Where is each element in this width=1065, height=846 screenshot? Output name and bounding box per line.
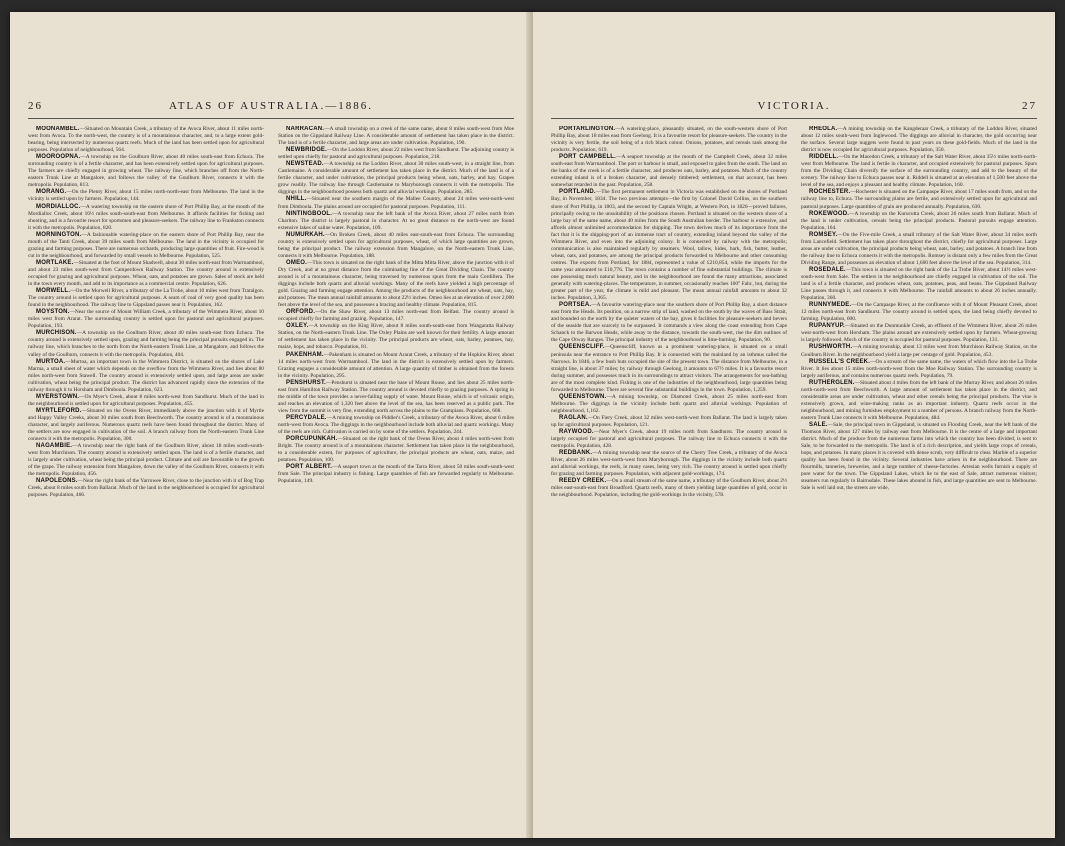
- right-running-title: VICTORIA.: [757, 100, 831, 112]
- entry-description: —Situated on the Dunmunkle Creek, an effluent of the Wimmera River, about 26 miles west-north-west from Horsham. The plains around are extensively settled upon by farmers. Wheat-growing is largely followed. Much of the country is occupied for pastoral purposes. Population, 131.: [801, 323, 1037, 344]
- entry-place-name: PORTLAND.: [559, 189, 596, 196]
- entry-place-name: REDBANK.: [559, 450, 593, 457]
- entry-place-name: ORFORD.: [286, 309, 316, 316]
- entry-place-name: OMEO.: [286, 259, 308, 266]
- gazetteer-entry: [28, 443, 264, 478]
- gazetteer-entry: [801, 344, 1037, 358]
- entry-place-name: MORDIALLOC.: [36, 203, 81, 210]
- left-header-rule: [28, 118, 514, 119]
- entry-place-name: RUPANYUP.: [809, 323, 845, 330]
- entry-place-name: NHILL.: [286, 196, 307, 203]
- gazetteer-entry: [551, 394, 787, 415]
- right-page-column-2: [801, 126, 1037, 818]
- gazetteer-entry: [278, 436, 514, 464]
- entry-description: —On the Plenty River, about 15 miles north-north-east from Melbourne. The land in the vicinity is settled upon by farmers. Population, 144.: [28, 189, 264, 203]
- entry-place-name: PENSHURST.: [286, 379, 327, 386]
- entry-description: —On the Loddon River, about 22 miles west from Sandhurst. The adjoining country is settled upon chiefly for pastoral and agricultural purposes. Population, 218.: [278, 147, 514, 161]
- entry-description: —A mining township on Piddler's Creek, a tributary of the Avoca River, about 6 miles north-west from Avoca. The diggings in the neighbourhood include both alluvial and quartz workings. Many of the reefs are rich. Cultivation is carried on by some of the settlers. Population, 244.: [278, 414, 514, 436]
- left-page-column-2: [278, 126, 514, 818]
- gazetteer-entry: [278, 260, 514, 309]
- entry-description: —A township on the King River, about 8 miles south-south-east from Wangaratta Railway Station, on the North-eastern Trunk Line. The Oxley Plains are well known for their fertility. A large amount of settlement has taken place in the vicinity. The principal products are wheat, oats, barley, potatoes, hay, maize, hops, and tobacco. Population, 81.: [278, 323, 514, 351]
- entry-description: —On Myer's Creek, about 8 miles north-west from Sandhurst. Much of the land in the neighbourhood is settled upon for agricultural purposes. Population, 455.: [28, 393, 264, 407]
- entry-description: —Penshurst is situated near the base of Mount Rouse, and lies about 25 miles north-east from Hamilton Railway Station. The country around is devoted chiefly to grazing purposes. A spring in the middle of the town provides a never-failing supply of water. Mount Rouse, which is of volcanic origin, and reaches an elevation of 1,320 feet above the level of the sea, has been reserved as a public park. The view from the summit is very fine, extending north across the plains to the Grampians. Population, 608.: [278, 379, 514, 414]
- entry-description: —This town is situated on the right bank of the Mitta Mitta River, above the junction with it of Dry Creek, and at no great distance from the culminating line of the Great Dividing Chain. The country around is of a mountainous character, being traversed by numerous spurs from the main Cordillera. The diggings include both quartz and alluvial workings. Many of the reefs have yielded a high percentage of gold. Grazing and farming engage attention. Among the products of the neighbourhood are wheat, oats, hay, and potatoes. The mean annual rainfall amounts to about 22½ inches. Omeo lies at an elevation of over 2,000 feet above the level of the sea, and possesses a bracing and healthy climate. Population, 815.: [278, 259, 514, 309]
- entry-description: —A small township on a creek of the same name, about 8 miles south-west from Moe Station on the Gippsland Railway Line. A considerable amount of settlement has taken place in the district. The land is of a fertile character, and large areas are under cultivation. Population, 190.: [278, 126, 514, 147]
- entry-place-name: MORWELL.: [36, 288, 71, 295]
- entry-description: —On Fiery Creek, about 32 miles west-north-west from Ballarat. The land is largely taken up for agricultural purposes. Population, 121.: [551, 414, 787, 428]
- gazetteer-entry: [28, 189, 264, 203]
- entry-description: —The first permanent settlement in Victoria was established on the shores of Portland Bay, in November, 1834. The two previous attempts—the first by Colonel David Collins, on the southern shore of Port Phillip, in 1803, and the second by Captain Wright, at Western Port, in 1826—proved failures, principally owing to the unsuitability of the positions chosen. Portland is situated on the western shore of a large bay of the same name, about 40 miles from the South Australian border. The harbour is extensive, and affords almost unlimited accommodation for shipping. The town derives much of its importance from the fact that it is the shipping-port of an immense tract of country, extending inland beyond the valley of the Wimmera River, and even into the adjoining colony. It is connected by railway with the metropolis; communication is also maintained regularly by steamers. Wool, tallow, hides, bark, fish, butter, leather, wheat, oats, and potatoes, are among the principal products forwarded to Melbourne and other consuming centres. The exports from Portland, for 1884, represented a value of £210,854, while the imports for the same year amounted to £10,776. The town contains a number of fine substantial buildings. The climate is one possessing much natural beauty, and in the neighbourhood are found the many attractions, associated generally with watering-places. The temperature, in summer, occasionally reaches 100° Fahr., but, during the greater part of the year, the climate is mild and pleasant. The mean annual rainfall amounts to about 32 inches. Population, 3,365.: [551, 189, 787, 302]
- entry-description: —Near the right bank of the Yarrowee River, close to the junction with it of Bog Trap Creek, about 8 miles south from Ballarat. Much of the land in the neighbourhood is occupied for agricultural purposes. Population, 466.: [28, 478, 264, 499]
- gazetteer-entry: [28, 260, 264, 288]
- atlas-page-spread: [10, 12, 1055, 838]
- gazetteer-entry: [278, 161, 514, 196]
- gazetteer-entry: [28, 288, 264, 309]
- left-page: [10, 12, 532, 838]
- entry-place-name: ROSEDALE.: [809, 266, 846, 273]
- entry-description: —A mining township, on Diamond Creek, about 25 miles north-east from Melbourne. The diggings in the vicinity include both quartz and alluvial workings. Population of neighbourhood, 1,162.: [551, 393, 787, 414]
- entry-description: —Situated near the southern margin of the Mallee Country, about 24 miles west-north-west from Dimboola. The plains around are occupied for pastoral purposes. Population, 111.: [278, 196, 514, 210]
- gazetteer-entry: [551, 344, 787, 393]
- entry-place-name: RUSHWORTH.: [809, 344, 853, 351]
- gazetteer-entry: [278, 211, 514, 232]
- entry-place-name: RUNNYMEDE.: [809, 302, 852, 309]
- entry-description: —Situated about 4 miles from the left bank of the Murray River, and about 26 miles north-north-west from Beechworth. A large amount of settlement has taken place in the district, and considerable areas are under cultivation, wheat and other cereals being the principal products. The vine is extensively grown, and wine-making ranks as an important industry. Quartz reefs occur in the neighbourhood, and mining furnishes employment to a number of persons. A branch railway from the North-eastern Trunk Line connects it with Melbourne. Population, 484.: [801, 379, 1037, 421]
- entry-place-name: MORTLAKE.: [36, 259, 74, 266]
- entry-place-name: PAKENHAM.: [286, 351, 324, 358]
- right-page-column-1: [551, 126, 787, 818]
- gazetteer-entry: [801, 154, 1037, 189]
- gazetteer-entry: [801, 232, 1037, 267]
- entry-description: —A township near the right bank of the Goulburn River, about 18 miles south-south-west from Murchison. The country around is extensively settled upon. The land is of a fertile character, and is largely under cultivation, wheat being the principal product. Climate and soil are favourable to the growth of the grape. The railway extension from Mangalore, down the valley of the Goulburn River, connects it with the metropolis. Population, 456.: [28, 443, 264, 478]
- gazetteer-entry: [28, 359, 264, 394]
- left-page-number: 26: [28, 100, 43, 112]
- gazetteer-entry: [278, 415, 514, 436]
- gazetteer-entry: [801, 126, 1037, 154]
- gazetteer-entry: [551, 189, 787, 302]
- entry-description: —Situated on the Ovens River, immediately above the junction with it of Myrtle and Happy Valley Creeks, about 30 miles south from Beechworth. The country around is of a mountainous character, and largely auriferous. Numerous quartz reefs have been found throughout the district. Many of the settlers are now engaged in cultivation of the soil. A branch railway from the North-eastern Trunk Line connects it with the metropolis. Population, 300.: [28, 407, 264, 443]
- right-header-rule: [551, 118, 1037, 119]
- entry-place-name: NEWBRIDGE.: [286, 147, 327, 154]
- entry-place-name: MORNINGTON.: [36, 231, 82, 238]
- gazetteer-entry: [28, 478, 264, 499]
- gazetteer-entry: [278, 232, 514, 260]
- entry-place-name: PORT CAMPBELL.: [559, 154, 617, 161]
- entry-place-name: QUEENSCLIFF.: [559, 344, 605, 351]
- entry-place-name: MOOROOPNA.: [36, 154, 81, 161]
- entry-place-name: RUSSELL'S CREEK.: [809, 358, 871, 365]
- entry-place-name: NUMURKAH.: [286, 231, 325, 238]
- entry-description: —On a stream of the same name, the waters of which flow into the La Trobe River. It lies about 15 miles north-north-west from the Moe Railway Station. The surrounding country is largely auriferous, and contains numerous quartz reefs. Population, 79.: [801, 358, 1037, 379]
- gazetteer-entry: [551, 478, 787, 499]
- right-running-head: [551, 100, 1037, 114]
- gazetteer-entry: [801, 211, 1037, 232]
- entry-description: —Pakenham is situated on Mount Ararat Creek, a tributary of the Hopkins River, about 14 miles north-west from Warrnambool. The land in the district is extensively settled upon by farmers. Grazing engages a considerable amount of attention. A large quantity of timber is obtained from the forests in the vicinity. Population, 295.: [278, 351, 514, 379]
- right-page: [533, 12, 1055, 838]
- gazetteer-entry: [551, 450, 787, 478]
- entry-description: —A mining township, about 13 miles west from Murchison Railway Station, on the Goulburn River. In the neighbourhood yield a large per centage of gold. Population, 453.: [801, 344, 1037, 358]
- gazetteer-entry: [801, 267, 1037, 302]
- gazetteer-entry: [801, 302, 1037, 323]
- left-page-column-1: [28, 126, 264, 818]
- entry-description: —Queenscliff, known as a prominent watering-place, is situated on a small peninsula near the entrance to Port Phillip Bay. It is connected with the mainland by an isthmus called the Narrows. In 1846, a few bush huts occupied the site of the present town. The distance from Melbourne, in a straight line, is about 37 miles; by railway through Geelong, it amounts to 67½ miles. It is a favourite resort during summer, and possesses much in its surroundings to attract visitors. The arrangements for sea-bathing are of the most complete kind. Fishing is one of the industries of the neighbourhood, large quantities being forwarded to Melbourne. There are several fine substantial buildings in the town. Population, 1,259.: [551, 344, 787, 393]
- entry-place-name: PERCYDALE.: [286, 414, 327, 421]
- entry-description: —A township on the Loddon River, about 30 miles south-west, in a straight line, from Castlemaine. A considerable amount of settlement has taken place in the district. Much of the land is of a fertile character, and under cultivation, the principal products being wheat, oats, barley, and hay. Grapes grow readily. The railway line through Castlemaine to Maryborough connects it with the metropolis. The diggings in the neighbourhood possess both quartz and alluvial workings. Population, 285.: [278, 161, 514, 196]
- gazetteer-entry: [801, 189, 1037, 210]
- entry-description: —A watering-place, pleasantly situated, on the south-western shore of Port Phillip Bay, about 18 miles east from Geelong. It is a favourite resort for pleasure-seekers. The country in the vicinity is very fertile, the soil being of a rich black colour. Onions, potatoes, and cereals rank among the products. Population, 619.: [551, 126, 787, 154]
- entry-description: —A seaport township at the mouth of the Campbell Creek, about 32 miles south-east from Warrnambool. The port or harbour is small, and exposed to gales from the south. The land on the banks of the creek is of a fertile character, and produces oats, barley, and potatoes. Much of the country extending inland is of a broken character, and densely timbered; settlement, on that account, has been somewhat retarded in the past. Population, 258.: [551, 154, 787, 189]
- gazetteer-entry: [278, 126, 514, 147]
- entry-place-name: QUEENSTOWN.: [559, 393, 607, 400]
- entry-place-name: RUTHERGLEN.: [809, 379, 855, 386]
- gazetteer-entry: [28, 154, 264, 189]
- entry-description: —A township on the Goulburn River, about 40 miles south-east from Echuca. The surrounding country is of a fertile character, and has been extensively settled upon for agricultural purposes. The farmers are chiefly engaged in growing wheat. The railway line, which branches off from the North-eastern Trunk Line at Mangalore, and follows the valley of the Goulburn River, connects it with the metropolis. Population, 813.: [28, 154, 264, 189]
- entry-place-name: MURCHISON.: [36, 330, 77, 337]
- entry-place-name: NAPOLEONS.: [36, 478, 78, 485]
- entry-place-name: ROKEWOOD.: [809, 210, 850, 217]
- entry-description: —A fashionable watering-place on the eastern shore of Port Phillip Bay, near the mouth of the Tanti Creek, about 39 miles south from Melbourne. The land in the vicinity is occupied for grazing and farming purposes. There are numerous orchards, producing large quantities of fruit. Fire-wood is cut in the neighbourhood, and forwarded by small vessels to Melbourne. Population, 525.: [28, 231, 264, 259]
- entry-description: —A favourite watering-place near the southern shore of Port Phillip Bay, a short distance east from the Heads. Its position, on a narrow strip of land, washed on the south by the waves of Bass Strait, and bounded on the north by the quieter waters of the bay, gives it facilities for pleasure-seekers and bevers of the seaside that are scarcely to be surpassed. It commands a view along the coast extending from Cape Schanck to the Barwon Heads, while away to the distance, towards the south-west, rise the dim outlines of the Cape Otway Ranges. The principal industry of the neighbourhood is lime-burning. Population, 90.: [551, 302, 787, 344]
- entry-description: —On a small stream of the same name, a tributary of the Goulburn River, about 2½ miles east-south-east from Broadford. Quartz reefs, many of them yielding large quantities of gold, occur in the neighbourhood. Population, including the gold-workings in the vicinity, 578.: [551, 478, 787, 499]
- entry-place-name: SALE.: [809, 421, 828, 428]
- entry-place-name: OXLEY.: [286, 323, 309, 330]
- entry-place-name: RIDDELL.: [809, 154, 839, 161]
- entry-description: —On the Macedon Creek, a tributary of the Salt Water River, about 35½ miles north-north-west from Melbourne. The land is fertile in character, and occupied extensively for pastoral purposes. Spurs from the Dividing Chain diversify the surface of the surrounding country, and add to the beauty of the scenery. The railway line to Echuca passes near it. Riddell is situated at an elevation of 1,500 feet above the level of the sea, and enjoys a pleasant and healthy climate. Population, 160.: [801, 154, 1037, 189]
- entry-place-name: ROMSEY.: [809, 231, 838, 238]
- gazetteer-entry: [278, 147, 514, 161]
- entry-description: —On the Campaspe River, at the confluence with it of Mount Pleasant Creek, about 12 miles north-east from Sandhurst. The country around is settled upon, the land being chiefly devoted to farming. Population, 600.: [801, 302, 1037, 323]
- right-page-number: 27: [1022, 100, 1037, 112]
- gazetteer-entry: [801, 422, 1037, 492]
- entry-description: —A mining township on the Kangderaar Creek, a tributary of the Loddon River, situated about 12 miles south-west from Inglewood. The diggings are alluvial in character, the gold occurring near the surface. Several large nuggets were found in past years on these gold-fields. Much of the land in the district is now occupied for agricultural purposes. Population, 350.: [801, 126, 1037, 154]
- gazetteer-entry: [801, 359, 1037, 380]
- entry-description: —On the Shaw River, about 13 miles north-east from Belfast. The country around is occupied chiefly for farming and grazing. Population, 147.: [278, 309, 514, 323]
- entry-description: —On the Five-mile Creek, a small tributary of the Salt Water River, about 34 miles north from Lancefield. Settlement has taken place throughout the district, chiefly for agricultural purposes. Large areas are under cultivation, the principal products being wheat, oats, barley, and potatoes. A branch line from the railway line to Echuca connects it with the metropolis. Romsey is distant only a few miles from the Great Dividing Range, and possesses an elevation of about 1,600 feet above the level of the sea. Population, 314.: [801, 231, 1037, 266]
- entry-place-name: PORCUPUNKAH.: [286, 436, 338, 443]
- gazetteer-entry: [278, 309, 514, 323]
- gazetteer-entry: [28, 309, 264, 330]
- entry-place-name: PORTSEA.: [559, 302, 592, 309]
- gazetteer-entry: [278, 380, 514, 415]
- entry-description: —Rochester is situated on the Campaspe River, about 17 miles south from, and on the railway line to, Echuca. The surrounding plains are fertile, and extensively settled upon for agricultural and pastoral purposes. Large quantities of grain are produced annually. Population, 630.: [801, 189, 1037, 210]
- entry-place-name: MURTOA.: [36, 358, 66, 365]
- entry-description: —Near Myer's Creek, about 19 miles north from Sandhurst. The country around is largely occupied for pastoral and agricultural purposes. The railway line to Echuca connects it with the metropolis. Population, 428.: [551, 429, 787, 450]
- entry-place-name: ROCHESTER.: [809, 189, 851, 196]
- entry-description: —This town is situated on the right bank of the La Trobe River, about 14½ miles west-south-west from Sale. The settlers in the neighbourhood are chiefly engaged in cultivation of the soil. The land is of a fertile character, and produces wheat, oats, potatoes, peas, and beans. The Gippsland Railway Line passes through it, and connects it with Melbourne. The rainfall amounts to about 26 inches annually. Population, 360.: [801, 266, 1037, 302]
- entry-description: —Sale, the principal town in Gippsland, is situated on Flooding Creek, near the left bank of the Thomson River, about 127 miles by railway east from Melbourne. It is the centre of a large and important district. Much of the produce from the numerous farms into which the country has been divided, is sent to Sale, to be forwarded to the metropolis. The land is of a rich description, and yields large crops of cereals, hops, and potatoes. In many places it is covered with dense scrub, very difficult to clear. Marble of a superior quality has been found in the vicinity. Several industries have arisen in the neighbourhood. There are flourmills, tanneries, breweries, and a large number of cheese-factories. Artesian wells furnish a supply of pure water for the town. The Gippsland Lakes, which lie to the east of Sale, attract numerous visitors; steamers run regularly to Bairnsdale. These lakes abound in fish, and large quantities are sent to Melbourne. Sale is well laid out, the streets are wide,: [801, 421, 1037, 492]
- entry-description: —Near the source of Mount William Creek, a tributary of the Wimmera River, about 10 miles west from Ararat. The surrounding country is settled upon for pastoral and agricultural purposes. Population, 193.: [28, 309, 264, 330]
- entry-description: —A township near the left bank of the Avoca River, about 27 miles north from Charlton. The district is largely pastoral in character. At no great distance to the north-west are found extensive lakes of saline water. Population, 109.: [278, 210, 514, 231]
- entry-place-name: MOYSTON.: [36, 309, 70, 316]
- entry-description: —A township on the Goulburn River, about 40 miles south-east from Echuca. The country around is extensively settled upon, grazing and farming being the principal pursuits engaged in. The railway line, which branches to the north from the North-eastern Trunk Line, at Mangalore, and follows the valley of the Goulburn, connects it with the metropolis. Population, 404.: [28, 330, 264, 358]
- entry-place-name: MYRTLEFORD.: [36, 407, 82, 414]
- entry-place-name: NARRACAN.: [286, 126, 325, 132]
- left-running-head: [28, 100, 514, 114]
- entry-description: —A seaport town at the mouth of the Tarra River, about 50 miles south-south-west from Sale. The principal industry is fishing. Large quantities of fish are forwarded regularly to Melbourne. Population, 149.: [278, 464, 514, 485]
- entry-place-name: REEDY CREEK.: [559, 478, 607, 485]
- gazetteer-entry: [801, 380, 1037, 422]
- gazetteer-entry: [28, 232, 264, 260]
- entry-place-name: RHEOLA.: [809, 126, 838, 132]
- entry-description: —A mining township near the source of the Cherry Tree Creek, a tributary of the Avoca River, about 26 miles west-north-west from Maryborough. The diggings in the vicinity include both quartz and alluvial workings, the reefs, in many cases, being very rich. The country around is settled upon chiefly for grazing and farming purposes. Population, with adjacent gold-workings, 174.: [551, 450, 787, 478]
- gazetteer-entry: [551, 415, 787, 429]
- entry-description: —Situated at the foot of Mount Shadwell, about 30 miles north-east from Warrnambool, and about 23 miles south-west from Camperdown Railway Station. The country around is extensively occupied for grazing and agricultural purposes. Wheat, oats, and potatoes are grown. Sales of stock are held in the town every month, and add to its importance as a commercial centre. Population, 626.: [28, 259, 264, 288]
- left-running-title: ATLAS OF AUSTRALIA.—1886.: [168, 100, 373, 112]
- left-columns: [28, 126, 514, 818]
- entry-place-name: MYERSTOWN.: [36, 393, 80, 400]
- gazetteer-entry: [28, 330, 264, 358]
- entry-place-name: NEWSTEAD.: [286, 161, 324, 168]
- entry-place-name: RAYWOOD.: [559, 429, 594, 436]
- entry-description: —A township on the Kurucutta Creek, about 26 miles south from Ballarat. Much of the land is under cultivation, cereals being the principal products. Pastoral pursuits engage attention. Population, 164.: [801, 210, 1037, 231]
- right-columns: [551, 126, 1037, 818]
- gazetteer-entry: [551, 126, 787, 154]
- gazetteer-entry: [278, 464, 514, 485]
- entry-description: —Situated on the right bank of the Ovens River, about 4 miles north-west from Bright. The country around is of a mountainous character. Settlement has taken place in the neighbourhood, to a considerable extent, for purposes of agriculture, the principal products are wheat, oats, maize, and potatoes. Population, 100.: [278, 436, 514, 464]
- gazetteer-entry: [278, 196, 514, 210]
- entry-place-name: PORT ALBERT.: [286, 464, 333, 471]
- gazetteer-entry: [551, 429, 787, 450]
- entry-place-name: PORTARLINGTON.: [559, 126, 616, 132]
- gazetteer-entry: [801, 323, 1037, 344]
- gazetteer-entry: [28, 204, 264, 232]
- entry-description: —On the Morwell River, a tributary of the La Trobe, about 10 miles west from Traralgon. The country around is settled upon for agricultural purposes. A seam of coal of very good quality has been found in the neighbourhood. The railway line to Gippsland passes near it. Population, 162.: [28, 288, 264, 309]
- gazetteer-entry: [28, 408, 264, 443]
- gazetteer-entry: [28, 126, 264, 154]
- gazetteer-entry: [278, 323, 514, 351]
- entry-place-name: MOONAMBEL.: [36, 126, 80, 132]
- entry-description: —A watering township on the eastern shore of Port Phillip Bay, at the mouth of the Mordialloc Creek, about 16½ miles south-south-east from Melbourne. It affords facilities for fishing and shooting, and is a favourite resort for sportsmen and pleasure-seekers. The railway line to Frankston connects it with the metropolis. Population, 820.: [28, 203, 264, 231]
- entry-place-name: NAGAMBIE.: [36, 443, 73, 450]
- entry-description: —On Broken Creek, about 40 miles east-south-east from Echuca. The surrounding country is extensively settled upon for agricultural purposes, wheat, of which large quantities are grown, being the principal product. The railway extension from Mangalore, on the North-eastern Trunk Line, connects it with Melbourne. Population, 188.: [278, 231, 514, 259]
- gazetteer-entry: [551, 302, 787, 344]
- entry-place-name: MORANG.: [36, 189, 67, 196]
- entry-place-name: NINTINGBOOL.: [286, 210, 333, 217]
- gazetteer-entry: [551, 154, 787, 189]
- gazetteer-entry: [28, 394, 264, 408]
- entry-description: —Murtoa, an important town in the Wimmera District, is situated on the shores of Lake Marma, a small sheet of water which depends on the overflow from the Wimmera River, and lies about 80 miles north-west from Stawell. The country around is extensively settled upon, and large areas are under cultivation, wheat being the principal product. The district has advanced rapidly since the extension of the railway through it to Horsham and Dimboola. Population, 623.: [28, 358, 264, 393]
- entry-description: —Situated on Mountain Creek, a tributary of the Avoca River, about 11 miles north-west from Avoca. To the north-west, the country is of a mountainous character, and, to a large extent gold-bearing, being intersected by numerous quartz reefs. Much of the land has been settled upon for agricultural purposes. Population of neighbourhood, 564.: [28, 126, 264, 154]
- gazetteer-entry: [278, 352, 514, 380]
- entry-place-name: RAGLAN.: [559, 414, 588, 421]
